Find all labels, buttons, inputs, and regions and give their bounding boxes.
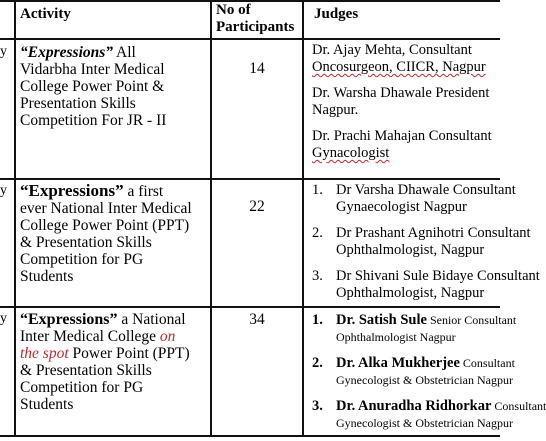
row1-activity-line3: College Power Point & — [20, 78, 165, 95]
row3-participants: 34 — [249, 311, 265, 328]
row3-activity-line5: Competition for PG — [20, 379, 144, 396]
row1-activity — [20, 44, 208, 129]
row3-activity-line2-red: on — [159, 328, 176, 345]
row2-judge3-line1: Dr Shivani Sule Bidaye Consultant — [336, 268, 540, 284]
row3-judge1-name: Dr. Satish Sule — [336, 312, 427, 328]
row3-judges — [312, 312, 546, 441]
row1-judge1-line2: Oncosurgeon, CIICR, Nagpur — [312, 59, 486, 75]
row2-activity-line2: ever National Inter Medical — [20, 200, 192, 217]
row3-judge2-role: Consultant — [459, 356, 515, 370]
row3-judge1-line2: Ophthalmologist Nagpur — [336, 330, 456, 344]
row1-activity-title: “Expressions” — [20, 44, 114, 61]
row1-judge1-line1: Dr. Ajay Mehta, Consultant — [312, 42, 472, 58]
row1-edge-mark: y — [0, 44, 7, 59]
row2-activity-line4: & Presentation Skills — [20, 234, 152, 251]
row-divider-1 — [0, 178, 500, 180]
header-participants-line1: No of — [216, 2, 251, 18]
row1-activity-line5: Competition For JR - II — [20, 112, 167, 129]
row3-judge1-role: Senior Consultant — [426, 313, 517, 327]
row3-judge3-name: Dr. Anuradha Ridhorkar — [336, 398, 492, 414]
row2-activity-first: a first — [123, 183, 164, 200]
row3-judge2-num: 2. — [312, 355, 323, 371]
row2-edge-mark: y — [0, 183, 7, 198]
row2-judge2-line2: Ophthalmologist, Nagpur — [336, 242, 485, 258]
row2-judge2-line1: Dr Prashant Agnihotri Consultant — [336, 225, 531, 241]
row3-judge2-name: Dr. Alka Mukherjee — [336, 355, 460, 371]
row1-judges — [312, 42, 500, 171]
row3-activity-line3-red: the spot — [20, 345, 69, 362]
column-divider-1 — [14, 0, 16, 437]
row3-judge3-role: Consultant — [491, 399, 546, 413]
row1-judge2-line1: Dr. Warsha Dhawale President — [312, 85, 490, 101]
row2-activity-line3: College Power Point (PPT) — [20, 217, 190, 234]
row3-judge2-line2: Gynecologist & Obstetrician Nagpur — [336, 373, 513, 387]
header-divider — [0, 38, 500, 40]
row2-participants: 22 — [249, 198, 265, 215]
row2-judge3-num: 3. — [312, 268, 323, 284]
row2-judge1-line1: Dr Varsha Dhawale Consultant — [336, 182, 516, 198]
row2-activity — [20, 182, 208, 285]
header-participants-line2: Participants — [216, 19, 295, 35]
row3-activity — [20, 311, 208, 413]
row3-judge3-line2: Gynecologist & Obstetrician Nagpur — [336, 416, 513, 430]
row2-judge1-num: 1. — [312, 182, 323, 198]
row3-activity-line3: Power Point (PPT) — [68, 345, 190, 362]
row2-judge2-num: 2. — [312, 225, 323, 241]
row2-judges — [312, 182, 540, 311]
row3-activity-line2: Inter Medical College — [20, 328, 160, 345]
row2-activity-title: “Expressions” — [20, 181, 124, 200]
row1-judge3-line2: Gynacologist — [312, 145, 390, 161]
row2-judge1-line2: Gynaecologist Nagpur — [336, 199, 467, 215]
row1-judge2-line2: Nagpur. — [312, 102, 359, 118]
row2-activity-line5: Competition for PG — [20, 251, 144, 268]
row3-activity-line4: & Presentation Skills — [20, 362, 152, 379]
header-activity: Activity — [20, 6, 71, 22]
row1-activity-first: All — [113, 44, 136, 61]
row1-judge3-line1: Dr. Prachi Mahajan Consultant — [312, 128, 492, 144]
row3-activity-title: “Expressions” — [20, 311, 118, 328]
row3-judge3-num: 3. — [312, 398, 323, 414]
row3-edge-mark: y — [0, 311, 7, 326]
header-judges: Judges — [314, 6, 359, 22]
row3-judge1-num: 1. — [312, 312, 323, 328]
row1-activity-line4: Presentation Skills — [20, 95, 136, 112]
header-participants — [216, 2, 294, 36]
row3-activity-line6: Students — [20, 396, 74, 413]
row2-activity-line6: Students — [20, 268, 74, 285]
row2-judge3-line2: Ophthalmologist, Nagpur — [336, 285, 485, 301]
row1-participants: 14 — [249, 60, 265, 77]
row1-activity-line2: Vidarbha Inter Medical — [20, 61, 165, 78]
row3-activity-first: a National — [117, 311, 186, 328]
